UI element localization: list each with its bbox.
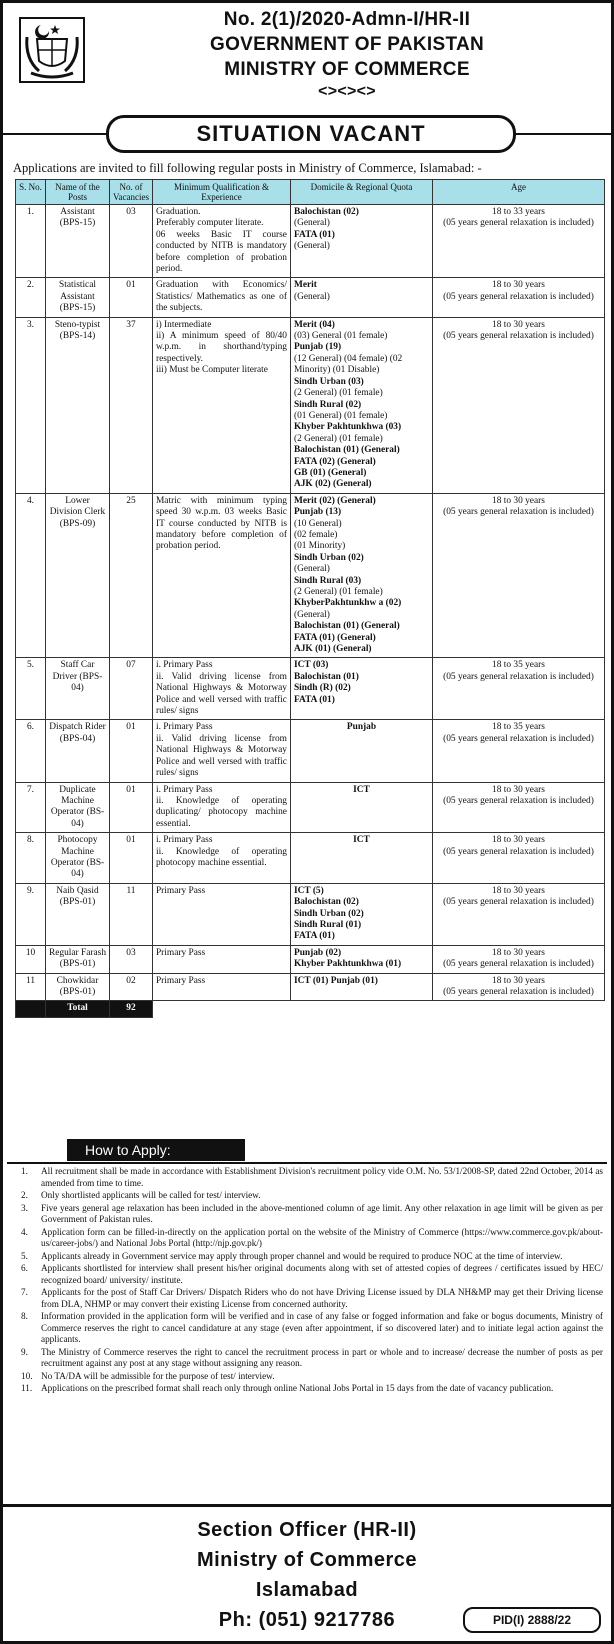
domicile-line: Sindh Rural (03)	[293, 575, 362, 586]
situation-vacant-title: SITUATION VACANT	[106, 115, 516, 153]
cell-sno: 11	[16, 973, 46, 1001]
qualification-line: ii. Valid driving license from National Highways & Motorway Police and well versed with traffic rules/ signs	[155, 733, 287, 779]
cell-age	[432, 945, 604, 973]
domicile-line: Merit (04)	[293, 319, 335, 330]
list-item	[15, 1227, 603, 1250]
domicile-line: FATA (01) (General)	[293, 632, 376, 643]
list-item-text: Applicants already in Government service may apply through proper channel and would be required to produce NOC at the time of interview.	[41, 1250, 563, 1261]
cell-sno: 9.	[16, 883, 46, 945]
qualification-line: Graduation.	[155, 207, 201, 217]
list-item	[15, 1203, 603, 1226]
list-item	[15, 1383, 603, 1395]
domicile-line: (03) General (01 female)	[293, 331, 388, 342]
header-sno: S. No.	[16, 180, 46, 205]
header-age: Age	[432, 180, 604, 205]
list-item-number: 11.	[21, 1383, 33, 1393]
qualification-line: i. Primary Pass	[155, 835, 213, 846]
age-line: 18 to 30 years	[492, 280, 545, 291]
how-to-apply-list	[15, 1166, 603, 1396]
cell-age	[432, 205, 604, 278]
domicile-line: Merit	[293, 280, 317, 291]
domicile-line: (2 General) (01 female)	[293, 587, 383, 597]
domicile-line: Balochistan (01)	[293, 671, 359, 682]
domicile-line: FATA (01)	[293, 931, 335, 942]
cell-post-name: Staff Car Driver (BPS-04)	[46, 658, 110, 720]
table-row	[16, 720, 605, 782]
cell-age	[432, 973, 604, 1001]
domicile-line: (General)	[293, 609, 330, 620]
cell-domicile	[290, 973, 432, 1001]
domicile-line: (2 General) (01 female)	[293, 433, 383, 444]
cell-domicile	[290, 205, 432, 278]
domicile-line: ICT	[353, 784, 370, 795]
list-item-number: 7.	[21, 1287, 28, 1297]
cell-post-name: Assistant (BPS-15)	[46, 205, 110, 278]
header-post-name: Name of the Posts	[46, 180, 110, 205]
domicile-line: (10 General)	[293, 518, 342, 529]
cell-domicile	[290, 658, 432, 720]
age-line: 18 to 30 years	[492, 885, 545, 896]
age-line: (05 years general relaxation is included)	[443, 795, 594, 806]
qualification-line: ii. Knowledge of operating photocopy machine essential.	[155, 846, 287, 868]
qualification-line: i) Intermediate	[155, 319, 212, 330]
table-body	[16, 205, 605, 1001]
age-line: 18 to 35 years	[492, 660, 545, 671]
age-line: (05 years general relaxation is included)	[443, 959, 594, 970]
total-value: 92	[110, 1001, 153, 1017]
table-header-row	[16, 180, 605, 205]
ornament: <><><>	[318, 83, 376, 100]
domicile-line: (01 General) (01 female)	[293, 410, 388, 421]
cell-vacancies: 01	[110, 720, 153, 782]
age-line: (05 years general relaxation is included)	[443, 507, 594, 518]
domicile-line: (12 General) (04 female) (02 Minority) (01 Disable)	[293, 353, 403, 376]
domicile-line: FATA (01)	[293, 694, 335, 705]
cell-domicile	[290, 833, 432, 884]
table-row	[16, 658, 605, 720]
header-domicile: Domicile & Regional Quota	[290, 180, 432, 205]
ministry-line: MINISTRY OF COMMERCE	[224, 59, 470, 80]
age-line: (05 years general relaxation is included)	[443, 291, 594, 302]
qualification-line: ii. Knowledge of operating duplicating/ photocopy machine essential.	[155, 795, 287, 829]
intro-text: Applications are invited to fill following regular posts in Ministry of Commerce, Islamabad: -	[13, 161, 482, 175]
list-item-text: Applications on the prescribed format shall reach only through online National Jobs Portal in 15 days from the date of vacancy publication.	[41, 1383, 554, 1393]
qualification-line: Graduation with Economics/ Statistics/ Mathematics as one of the subjects.	[155, 280, 287, 314]
how-to-apply-title: How to Apply:	[67, 1139, 245, 1161]
age-line: (05 years general relaxation is included)	[443, 331, 594, 342]
table-row	[16, 205, 605, 278]
list-item	[15, 1190, 603, 1202]
age-line: (05 years general relaxation is included)	[443, 897, 594, 908]
domicile-line: FATA (02) (General)	[293, 456, 376, 467]
list-item-number: 4.	[21, 1226, 28, 1237]
cell-age	[432, 720, 604, 782]
cell-post-name: Duplicate Machine Operator (BS-04)	[46, 782, 110, 833]
domicile-line: (General)	[293, 291, 330, 302]
cell-sno: 6.	[16, 720, 46, 782]
cell-post-name: Photocopy Machine Operator (BS-04)	[46, 833, 110, 884]
age-line: (05 years general relaxation is included)	[443, 846, 594, 857]
cell-qualification	[152, 973, 290, 1001]
domicile-line: Sindh Rural (01)	[293, 919, 362, 930]
cell-age	[432, 278, 604, 317]
cell-sno: 3.	[16, 317, 46, 493]
list-item-number: 10.	[21, 1370, 33, 1381]
cell-sno: 5.	[16, 658, 46, 720]
list-item-number: 5.	[21, 1250, 28, 1261]
domicile-line: AJK (02) (General)	[293, 479, 372, 490]
header-text-block	[93, 7, 601, 102]
table-row	[16, 945, 605, 973]
footer-phone: Ph: (051) 9217786	[218, 1609, 396, 1631]
total-row	[16, 1001, 605, 1017]
cell-qualification	[152, 782, 290, 833]
domicile-line: Punjab (19)	[293, 342, 342, 353]
age-line: 18 to 30 years	[492, 975, 545, 986]
domicile-line: Balochistan (02)	[293, 207, 359, 217]
cell-vacancies: 01	[110, 833, 153, 884]
list-item-text: Information provided in the application form will be verified and in case of any false or fogged information and fake or bogus documents, Ministry of Commerce reserves the right to cancel candidature at any stage (even after appointment, if so discovered later) and to initiate legal action against the applicants.	[41, 1311, 603, 1344]
how-to-apply-rule	[7, 1162, 607, 1164]
cell-sno: 4.	[16, 493, 46, 658]
list-item	[15, 1347, 603, 1370]
list-item-number: 9.	[21, 1346, 28, 1357]
cell-sno: 8.	[16, 833, 46, 884]
list-item-number: 8.	[21, 1311, 28, 1321]
age-line: 18 to 30 years	[492, 947, 545, 958]
domicile-line: KhyberPakhtunkhw a (02)	[293, 598, 402, 609]
cell-age	[432, 317, 604, 493]
list-item-text: The Ministry of Commerce reserves the right to cancel the recruitment process in part or whole and to increase/ decrease the number of posts as per recruitment against any post at any stage without assigning any reason.	[41, 1346, 603, 1368]
qualification-line: ii. Valid driving license from National Highways & Motorway Police and well versed with traffic rules/ signs	[155, 671, 287, 717]
domicile-line: (General)	[293, 241, 330, 252]
list-item	[15, 1311, 603, 1346]
cell-post-name: Lower Division Clerk (BPS-09)	[46, 493, 110, 658]
cell-qualification	[152, 833, 290, 884]
cell-qualification	[152, 658, 290, 720]
domicile-line: Balochistan (01) (General)	[293, 621, 400, 632]
domicile-line: Sindh Urban (02)	[293, 908, 364, 919]
cell-domicile	[290, 278, 432, 317]
domicile-line: (01 Minority)	[293, 541, 346, 552]
cell-age	[432, 833, 604, 884]
domicile-line: (General)	[293, 564, 330, 575]
vacancy-table	[15, 179, 605, 1018]
domicile-line: ICT (01) Punjab (01)	[293, 975, 378, 986]
table-row	[16, 833, 605, 884]
footer	[3, 1504, 611, 1641]
domicile-line: GB (01) (General)	[293, 467, 367, 478]
cell-domicile	[290, 317, 432, 493]
qualification-line: i. Primary Pass	[155, 784, 213, 795]
cell-sno: 1.	[16, 205, 46, 278]
qualification-line: Primary Pass	[155, 975, 206, 986]
header-qualification: Minimum Qualification & Experience	[152, 180, 290, 205]
domicile-line: ICT	[353, 835, 370, 846]
reference-number: No. 2(1)/2020-Admn-I/HR-II	[223, 9, 471, 30]
age-line: 18 to 30 years	[492, 495, 545, 506]
total-spacer	[16, 1001, 46, 1017]
domicile-line: Punjab	[346, 722, 377, 733]
domicile-line: Sindh Rural (02)	[293, 399, 362, 410]
age-line: (05 years general relaxation is included)	[443, 733, 594, 744]
cell-qualification	[152, 205, 290, 278]
domicile-line: AJK (01) (General)	[293, 644, 372, 655]
list-item	[15, 1371, 603, 1383]
list-item	[15, 1287, 603, 1310]
table-row	[16, 782, 605, 833]
qualification-line: 06 weeks Basic IT course conducted by NITB is mandatory before completion of probation period.	[155, 229, 287, 275]
age-line: 18 to 33 years	[492, 207, 545, 217]
government-line: GOVERNMENT OF PAKISTAN	[209, 34, 484, 55]
list-item	[15, 1251, 603, 1263]
domicile-line: Sindh Urban (02)	[293, 552, 364, 563]
list-item-text: Application form can be filled-in-directly on the application portal on the website of the Ministry of Commerce (https://www.commerce.gov.pk/about-us/career-jobs/) and National Jobs Portal (http://njp.gov.pk/)	[41, 1226, 603, 1248]
domicile-line: Khyber Pakhtunkhwa (01)	[293, 959, 402, 970]
header	[3, 3, 611, 119]
vacancy-table-wrap	[15, 179, 605, 1018]
cell-post-name: Naib Qasid (BPS-01)	[46, 883, 110, 945]
domicile-line: Sindh Urban (03)	[293, 376, 364, 387]
cell-vacancies: 03	[110, 205, 153, 278]
cell-sno: 2.	[16, 278, 46, 317]
cell-vacancies: 02	[110, 973, 153, 1001]
list-item-text: All recruitment shall be made in accordance with Establishment Division's recruitment policy vide O.M. No. 53/1/2008-SP, dated 22nd October, 2014 as amended from time to time.	[41, 1166, 603, 1188]
header-vacancies: No. of Vacancies	[110, 180, 153, 205]
list-item-text: No TA/DA will be admissible for the purpose of test/ interview.	[41, 1370, 275, 1381]
table-row	[16, 883, 605, 945]
domicile-line: Punjab (02)	[293, 947, 342, 958]
list-item	[15, 1263, 603, 1286]
domicile-line: Balochistan (01) (General)	[293, 445, 400, 456]
age-line: 18 to 35 years	[492, 722, 545, 733]
age-line: 18 to 30 years	[492, 319, 545, 330]
domicile-line: ICT (03)	[293, 660, 329, 671]
cell-qualification	[152, 493, 290, 658]
cell-domicile	[290, 883, 432, 945]
cell-age	[432, 493, 604, 658]
cell-domicile	[290, 782, 432, 833]
domicile-line: (General)	[293, 218, 330, 229]
qualification-line: Primary Pass	[155, 885, 206, 896]
qualification-line: i. Primary Pass	[155, 660, 213, 671]
cell-domicile	[290, 945, 432, 973]
domicile-line: Khyber Pakhtunkhwa (03)	[293, 422, 402, 433]
qualification-line: Matric with minimum typing speed 30 w.p.m. 03 weeks Basic IT course conducted by NITB is mandatory before completion of probation period.	[155, 495, 287, 552]
cell-qualification	[152, 317, 290, 493]
cell-post-name: Statistical Assistant (BPS-15)	[46, 278, 110, 317]
list-item-number: 6.	[21, 1263, 28, 1273]
cell-post-name: Steno-typist (BPS-14)	[46, 317, 110, 493]
state-emblem-icon	[19, 17, 85, 83]
table-row	[16, 317, 605, 493]
footer-ministry: Ministry of Commerce	[196, 1549, 418, 1571]
cell-post-name: Regular Farash (BPS-01)	[46, 945, 110, 973]
pid-badge: PID(I) 2888/22	[463, 1607, 601, 1633]
cell-post-name: Dispatch Rider (BPS-04)	[46, 720, 110, 782]
cell-vacancies: 25	[110, 493, 153, 658]
list-item-number: 2.	[21, 1190, 28, 1200]
cell-qualification	[152, 720, 290, 782]
domicile-line: Merit (02) (General)	[293, 495, 376, 506]
qualification-line: Preferably computer literate.	[155, 218, 264, 229]
age-line: (05 years general relaxation is included)	[443, 987, 594, 997]
total-label: Total	[46, 1001, 110, 1017]
domicile-line: Balochistan (02)	[293, 897, 359, 908]
total-empty	[152, 1001, 604, 1017]
list-item-text: Applicants for the post of Staff Car Drivers/ Dispatch Riders who do not have Driving License issued by DLA NH&MP may get their Driving license from DLA, NHMP or may convert their existing License from concerned authority.	[41, 1287, 603, 1309]
cell-qualification	[152, 945, 290, 973]
cell-vacancies: 07	[110, 658, 153, 720]
table-row	[16, 278, 605, 317]
cell-age	[432, 658, 604, 720]
cell-age	[432, 782, 604, 833]
domicile-line: Punjab (13)	[293, 507, 342, 518]
qualification-line: ii) A minimum speed of 80/40 w.p.m. in shorthand/typing respectively.	[155, 331, 287, 364]
cell-qualification	[152, 278, 290, 317]
cell-vacancies: 03	[110, 945, 153, 973]
cell-domicile	[290, 720, 432, 782]
domicile-line: ICT (5)	[293, 885, 324, 896]
qualification-line: i. Primary Pass	[155, 722, 213, 733]
domicile-line: Sindh (R) (02)	[293, 683, 351, 694]
age-line: (05 years general relaxation is included)	[443, 671, 594, 682]
cell-vacancies: 01	[110, 782, 153, 833]
cell-post-name: Chowkidar (BPS-01)	[46, 973, 110, 1001]
table-row	[16, 493, 605, 658]
age-line: (05 years general relaxation is included)	[443, 218, 594, 229]
cell-sno: 7.	[16, 782, 46, 833]
age-line: 18 to 30 years	[492, 835, 545, 846]
qualification-line: Primary Pass	[155, 947, 206, 958]
list-item-text: Five years general age relaxation has been included in the above-mentioned column of age limit. Any other relaxation in age limit will be given as per Government of Pakistan rules.	[41, 1202, 603, 1224]
cell-age	[432, 883, 604, 945]
list-item-number: 3.	[21, 1202, 28, 1213]
domicile-line: FATA (01)	[293, 229, 335, 240]
cell-sno: 10	[16, 945, 46, 973]
list-item-number: 1.	[21, 1166, 28, 1176]
footer-city: Islamabad	[255, 1579, 359, 1601]
footer-section-officer: Section Officer (HR-II)	[197, 1519, 417, 1541]
domicile-line: (02 female)	[293, 529, 338, 540]
cell-vacancies: 11	[110, 883, 153, 945]
table-row	[16, 973, 605, 1001]
cell-vacancies: 01	[110, 278, 153, 317]
qualification-line: iii) Must be Computer literate	[155, 365, 268, 376]
cell-qualification	[152, 883, 290, 945]
domicile-line: (2 General) (01 female)	[293, 388, 383, 399]
age-line: 18 to 30 years	[492, 784, 545, 795]
cell-vacancies: 37	[110, 317, 153, 493]
list-item	[15, 1166, 603, 1189]
cell-domicile	[290, 493, 432, 658]
list-item-text: Only shortlisted applicants will be called for test/ interview.	[41, 1190, 261, 1200]
list-item-text: Applicants shortlisted for interview shall present his/her original documents along with set of attested copies of degrees / certificates issued by HEC/ recognized board/ university/ institute.	[41, 1263, 603, 1285]
